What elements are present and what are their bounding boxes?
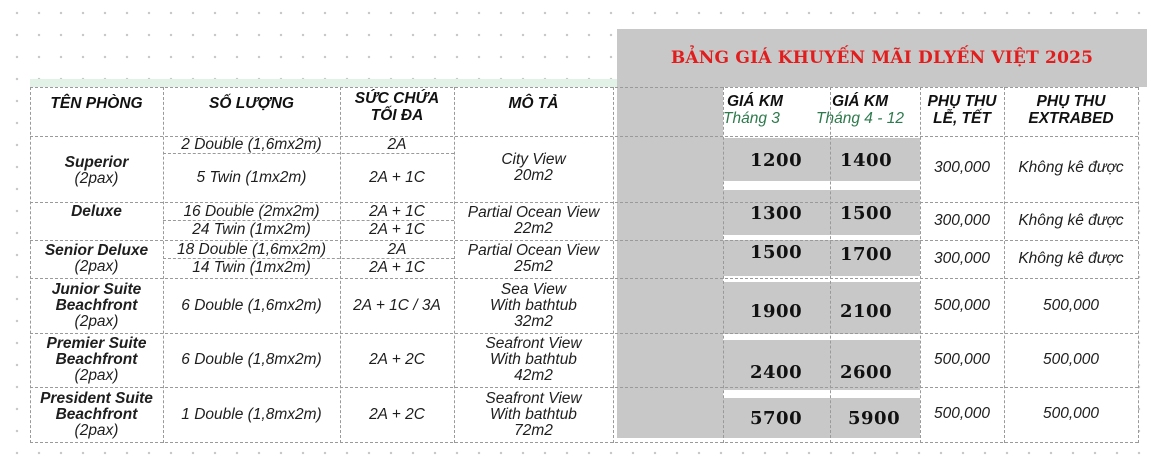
header-price-km-thang4-12: GIÁ KM Tháng 4 - 12: [816, 93, 904, 127]
room-name-junior-suite: Junior Suite Beachfront (2pax): [51, 281, 142, 330]
grid-line: [830, 87, 831, 443]
header-room-name: TÊN PHÒNG: [50, 94, 143, 112]
room-description: Partial Ocean View 25m2: [467, 242, 600, 275]
room-capacity: 2A + 1C: [369, 259, 425, 276]
room-capacity: 2A + 2C: [369, 351, 425, 368]
header-price-km-thang3: GIÁ KM Tháng 3: [723, 93, 783, 127]
header-capacity: SỨC CHỨA TỐI ĐA: [354, 90, 440, 124]
surcharge-holiday: 300,000: [933, 159, 991, 176]
price-thang3: 2400: [750, 362, 803, 383]
price-thang4-12: 1500: [840, 203, 893, 224]
price-thang3: 1500: [750, 242, 803, 263]
room-quantity: 1 Double (1,8mx2m): [181, 406, 322, 423]
price-thang4-12: 2600: [840, 362, 893, 383]
header-surcharge-holiday: PHỤ THU LỄ, TẾT: [927, 93, 997, 127]
surcharge-extrabed: Không kê được: [1018, 159, 1124, 176]
header-surcharge-extrabed: PHỤ THU EXTRABED: [1028, 93, 1114, 127]
room-capacity: 2A + 1C: [369, 168, 425, 186]
room-quantity: 5 Twin (1mx2m): [196, 168, 307, 186]
surcharge-extrabed: 500,000: [1042, 351, 1100, 368]
surcharge-holiday: 500,000: [933, 297, 991, 314]
room-capacity: 2A: [387, 240, 407, 258]
price-thang4-12: 5900: [848, 408, 901, 429]
price-thang4-12: 1400: [840, 150, 893, 171]
surcharge-holiday: 300,000: [933, 250, 991, 267]
price-thang3: 1300: [750, 203, 803, 224]
room-quantity: 24 Twin (1mx2m): [192, 221, 311, 238]
room-quantity: 18 Double (1,6mx2m): [176, 240, 327, 258]
price-thang3: 1200: [750, 150, 803, 171]
room-description: Seafront View With bathtub 72m2: [485, 390, 582, 439]
surcharge-holiday: 500,000: [933, 351, 991, 368]
surcharge-extrabed: Không kê được: [1018, 250, 1124, 267]
gray-overlay-column: [617, 87, 723, 438]
surcharge-extrabed: Không kê được: [1018, 212, 1124, 229]
price-thang4-12: 2100: [840, 301, 893, 322]
room-name-superior: Superior (2pax): [64, 154, 129, 187]
room-quantity: 6 Double (1,8mx2m): [181, 351, 322, 368]
header-quantity: SỐ LƯỢNG: [209, 94, 294, 112]
table-title: BẢNG GIÁ KHUYẾN MÃI DLYẾN VIỆT 2025: [670, 48, 1094, 68]
room-capacity: 2A: [387, 135, 407, 153]
price-thang3: 1900: [750, 301, 803, 322]
room-capacity: 2A + 1C: [369, 221, 425, 238]
room-capacity: 2A + 1C / 3A: [353, 297, 441, 314]
surcharge-holiday: 300,000: [933, 212, 991, 229]
room-name-premier-suite: Premier Suite Beachfront (2pax): [46, 335, 147, 384]
room-description: City View 20m2: [501, 151, 566, 184]
grid-line: [30, 442, 1138, 443]
grid-line: [723, 87, 724, 443]
room-description: Seafront View With bathtub 42m2: [485, 335, 582, 384]
room-quantity: 2 Double (1,6mx2m): [181, 135, 322, 153]
header-description: MÔ TẢ: [508, 94, 559, 112]
room-name-senior-deluxe: Senior Deluxe (2pax): [44, 242, 149, 275]
room-quantity: 6 Double (1,6mx2m): [181, 297, 322, 314]
price-thang3: 5700: [750, 408, 803, 429]
room-capacity: 2A + 1C: [369, 202, 425, 220]
grid-line: [1138, 87, 1139, 443]
surcharge-extrabed: 500,000: [1042, 405, 1100, 422]
room-description: Partial Ocean View 22m2: [467, 204, 600, 237]
room-description: Sea View With bathtub 32m2: [490, 281, 577, 330]
room-name-deluxe: Deluxe: [71, 203, 122, 220]
room-quantity: 16 Double (2mx2m): [183, 202, 320, 220]
price-thang4-12: 1700: [840, 244, 893, 265]
grid-line: [30, 87, 1138, 88]
room-capacity: 2A + 2C: [369, 406, 425, 423]
room-name-president-suite: President Suite Beachfront (2pax): [40, 390, 153, 439]
surcharge-holiday: 500,000: [933, 405, 991, 422]
grid-line: [613, 87, 614, 443]
room-quantity: 14 Twin (1mx2m): [192, 259, 311, 276]
surcharge-extrabed: 500,000: [1042, 297, 1100, 314]
